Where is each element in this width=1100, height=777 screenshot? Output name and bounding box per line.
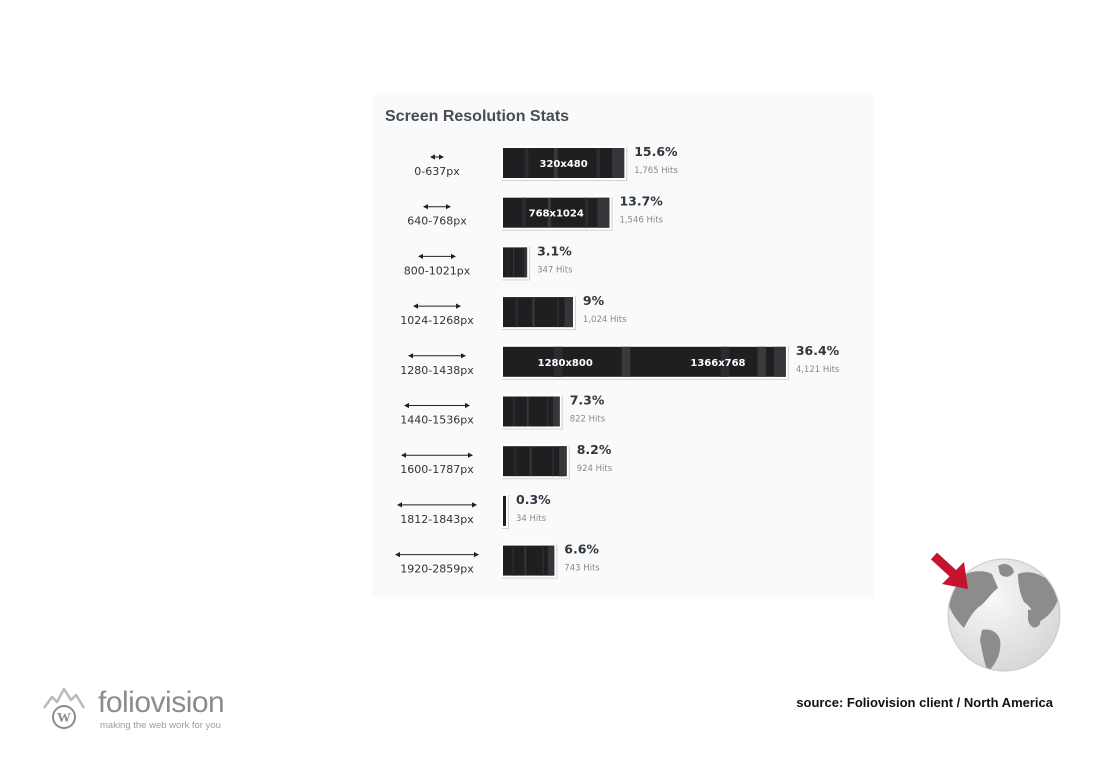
source-note: source: Foliovision client / North America bbox=[796, 695, 1053, 710]
bar-row bbox=[414, 144, 678, 181]
bar-streak bbox=[559, 446, 567, 476]
value-label: 3.1% bbox=[537, 243, 572, 259]
bar-streak bbox=[512, 546, 514, 576]
bar-row bbox=[395, 542, 600, 579]
bar-streak bbox=[612, 148, 624, 178]
bar-row bbox=[404, 243, 573, 280]
value-label: 6.6% bbox=[564, 541, 599, 557]
bar-streak bbox=[525, 148, 529, 178]
bar-streak bbox=[542, 546, 544, 576]
bar-streak bbox=[557, 297, 559, 327]
bar-annotation: 320x480 bbox=[539, 159, 588, 170]
bar bbox=[503, 297, 573, 327]
bar-streak bbox=[513, 247, 514, 277]
wordpress-mountain-logo-icon bbox=[42, 686, 86, 732]
bar-streak bbox=[565, 297, 573, 327]
bar-streak bbox=[514, 446, 516, 476]
value-label: 13.7% bbox=[619, 193, 663, 209]
category-label: 640-768px bbox=[407, 214, 467, 228]
bar-streak bbox=[758, 347, 766, 377]
bar-streak bbox=[525, 546, 527, 576]
brand-tagline: making the web work for you bbox=[100, 720, 221, 731]
bar-streak bbox=[774, 347, 786, 377]
bar-streak bbox=[548, 546, 554, 576]
hits-label: 34 Hits bbox=[516, 513, 547, 524]
value-label: 9% bbox=[582, 293, 605, 309]
brand-name: foliovision bbox=[98, 686, 225, 719]
bar-streak bbox=[597, 198, 609, 228]
bar-streak bbox=[522, 247, 523, 277]
chart-svg bbox=[372, 95, 874, 597]
bar-streak bbox=[524, 247, 527, 277]
svg-text:W: W bbox=[57, 711, 71, 726]
value-label: 7.3% bbox=[569, 392, 605, 408]
bar bbox=[503, 397, 560, 427]
bar-streak bbox=[553, 397, 560, 427]
bar-row bbox=[397, 492, 551, 529]
stats-panel bbox=[372, 95, 874, 597]
bar-row bbox=[407, 194, 663, 231]
value-label: 36.4% bbox=[795, 342, 840, 358]
bar-streak bbox=[622, 347, 630, 377]
hits-label: 347 Hits bbox=[537, 265, 573, 276]
hits-label: 822 Hits bbox=[569, 414, 606, 425]
bar-streak bbox=[585, 198, 588, 228]
value-label: 8.2% bbox=[576, 442, 612, 458]
category-label: 1600-1787px bbox=[400, 463, 474, 477]
category-label: 1920-2859px bbox=[400, 562, 474, 576]
double-arrow-icon bbox=[430, 154, 444, 159]
bar-streak bbox=[513, 397, 515, 427]
double-arrow-icon bbox=[418, 254, 456, 259]
red-arrow-icon bbox=[934, 556, 968, 589]
category-label: 800-1021px bbox=[403, 264, 471, 278]
double-arrow-icon bbox=[423, 204, 451, 209]
chart-title: Screen Resolution Stats bbox=[385, 108, 570, 125]
bar bbox=[503, 247, 527, 277]
bar-annotation: 1366x768 bbox=[690, 357, 746, 369]
double-arrow-icon bbox=[408, 353, 466, 358]
hits-label: 4,121 Hits bbox=[795, 364, 840, 375]
bar-streak bbox=[596, 148, 600, 178]
category-label: 1024-1268px bbox=[400, 314, 474, 328]
bar-row bbox=[400, 442, 612, 479]
bar-row bbox=[400, 393, 605, 430]
globe-icon bbox=[928, 548, 1064, 678]
double-arrow-icon bbox=[395, 552, 479, 557]
category-label: 1812-1843px bbox=[400, 512, 474, 526]
bar-row bbox=[400, 343, 840, 380]
bar-annotation: 1280x800 bbox=[537, 357, 593, 369]
value-label: 15.6% bbox=[634, 144, 678, 159]
double-arrow-icon bbox=[413, 304, 461, 309]
bar bbox=[503, 546, 554, 576]
double-arrow-icon bbox=[401, 453, 473, 458]
bar-streak bbox=[547, 397, 549, 427]
bar-streak bbox=[522, 198, 525, 228]
bar bbox=[503, 496, 506, 526]
bar-streak bbox=[527, 397, 529, 427]
bar-streak bbox=[530, 446, 532, 476]
bar-annotation: 768x1024 bbox=[528, 208, 584, 220]
hits-label: 743 Hits bbox=[564, 563, 600, 574]
double-arrow-icon bbox=[397, 502, 477, 507]
bar-streak bbox=[507, 247, 508, 277]
category-label: 1440-1536px bbox=[400, 413, 474, 427]
hits-label: 1,546 Hits bbox=[619, 215, 664, 226]
bar-row bbox=[400, 293, 627, 330]
double-arrow-icon bbox=[404, 403, 470, 408]
bar bbox=[503, 446, 567, 476]
bar-streak bbox=[532, 297, 534, 327]
value-label: 0.3% bbox=[516, 491, 551, 507]
category-label: 0-637px bbox=[414, 165, 460, 178]
hits-label: 1,765 Hits bbox=[634, 166, 678, 176]
category-label: 1280-1438px bbox=[400, 363, 474, 377]
hits-label: 924 Hits bbox=[576, 464, 613, 475]
bar-streak bbox=[552, 446, 554, 476]
bar-streak bbox=[516, 297, 518, 327]
hits-label: 1,024 Hits bbox=[582, 315, 627, 326]
